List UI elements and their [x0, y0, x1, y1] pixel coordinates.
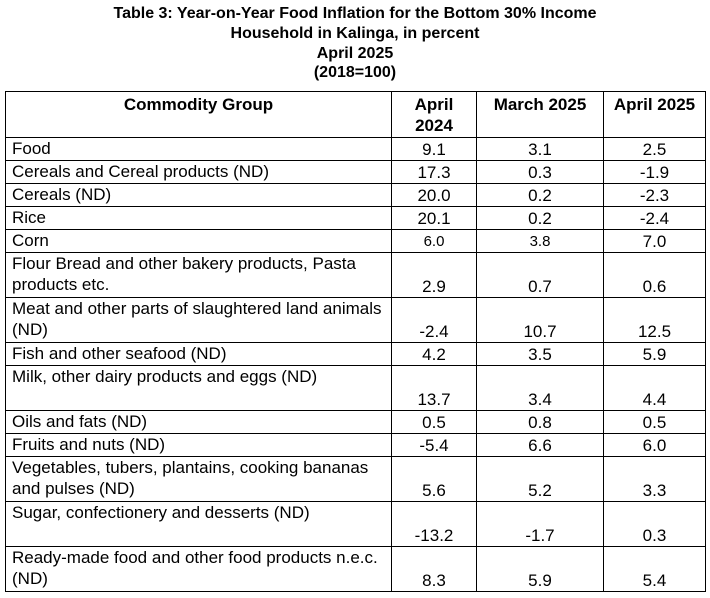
cell-april-2025: 0.6 [604, 253, 706, 298]
cell-april-2024: 6.0 [392, 230, 477, 253]
row-label: Rice [6, 207, 392, 230]
table-row [6, 434, 706, 457]
row-label: Milk, other dairy products and eggs (ND) [6, 366, 392, 411]
row-label: Vegetables, tubers, plantains, cooking bananas and pulses (ND) [6, 457, 392, 502]
table-row [6, 184, 706, 207]
table-row [6, 411, 706, 434]
cell-april-2024: 13.7 [392, 366, 477, 411]
cell-march-2025: 3.4 [477, 366, 604, 411]
cell-april-2025: 0.5 [604, 411, 706, 434]
cell-april-2024: -2.4 [392, 298, 477, 343]
table-caption [0, 4, 710, 82]
cell-april-2025: 2.5 [604, 138, 706, 161]
row-label: Cereals (ND) [6, 184, 392, 207]
cell-april-2025: -1.9 [604, 161, 706, 184]
cell-march-2025: 0.2 [477, 184, 604, 207]
table-row [6, 502, 706, 547]
cell-april-2025: 12.5 [604, 298, 706, 343]
table-title-base-year: (2018=100) [313, 64, 397, 81]
cell-april-2025: -2.3 [604, 184, 706, 207]
header-april-2024: April 2024 [392, 92, 477, 138]
cell-april-2024: 4.2 [392, 343, 477, 366]
table-title-line-2: Household in Kalinga, in percent [230, 25, 480, 42]
table-row [6, 547, 706, 592]
cell-march-2025: 10.7 [477, 298, 604, 343]
cell-march-2025: 6.6 [477, 434, 604, 457]
cell-april-2024: 17.3 [392, 161, 477, 184]
table-row [6, 138, 706, 161]
cell-april-2025: 5.9 [604, 343, 706, 366]
cell-april-2025: 4.4 [604, 366, 706, 411]
row-label: Oils and fats (ND) [6, 411, 392, 434]
table-row [6, 253, 706, 298]
table-row [6, 298, 706, 343]
row-label: Flour Bread and other bakery products, Pasta products etc. [6, 253, 392, 298]
header-march-2025: March 2025 [477, 92, 604, 138]
cell-march-2025: 0.8 [477, 411, 604, 434]
cell-april-2025: 0.3 [604, 502, 706, 547]
row-label: Cereals and Cereal products (ND) [6, 161, 392, 184]
cell-april-2024: -5.4 [392, 434, 477, 457]
cell-april-2024: -13.2 [392, 502, 477, 547]
row-label: Ready-made food and other food products n.e.c. (ND) [6, 547, 392, 592]
header-commodity-group: Commodity Group [6, 92, 392, 138]
header-row [6, 92, 706, 138]
cell-april-2024: 20.0 [392, 184, 477, 207]
cell-march-2025: 5.2 [477, 457, 604, 502]
cell-march-2025: 0.2 [477, 207, 604, 230]
cell-april-2024: 5.6 [392, 457, 477, 502]
cell-march-2025: 5.9 [477, 547, 604, 592]
cell-march-2025: 0.7 [477, 253, 604, 298]
cell-april-2024: 20.1 [392, 207, 477, 230]
cell-march-2025: -1.7 [477, 502, 604, 547]
row-label: Fruits and nuts (ND) [6, 434, 392, 457]
row-label: Fish and other seafood (ND) [6, 343, 392, 366]
cell-april-2024: 2.9 [392, 253, 477, 298]
cell-april-2025: 7.0 [604, 230, 706, 253]
cell-march-2025: 3.1 [477, 138, 604, 161]
table-row [6, 161, 706, 184]
table-row [6, 343, 706, 366]
header-april-2025: April 2025 [604, 92, 706, 138]
table-row [6, 207, 706, 230]
cell-april-2025: 5.4 [604, 547, 706, 592]
inflation-table [5, 91, 706, 592]
table-row [6, 366, 706, 411]
cell-march-2025: 3.5 [477, 343, 604, 366]
row-label: Corn [6, 230, 392, 253]
cell-april-2025: 6.0 [604, 434, 706, 457]
table-title-line-1: Table 3: Year-on-Year Food Inflation for the Bottom 30% Income [113, 5, 597, 22]
row-label: Food [6, 138, 392, 161]
row-label: Meat and other parts of slaughtered land animals (ND) [6, 298, 392, 343]
cell-march-2025: 3.8 [477, 230, 604, 253]
cell-april-2024: 9.1 [392, 138, 477, 161]
table-title-period: April 2025 [316, 45, 394, 62]
row-label: Sugar, confectionery and desserts (ND) [6, 502, 392, 547]
cell-april-2024: 8.3 [392, 547, 477, 592]
table-row [6, 457, 706, 502]
cell-march-2025: 0.3 [477, 161, 604, 184]
cell-april-2025: -2.4 [604, 207, 706, 230]
cell-april-2025: 3.3 [604, 457, 706, 502]
table-row [6, 230, 706, 253]
cell-april-2024: 0.5 [392, 411, 477, 434]
